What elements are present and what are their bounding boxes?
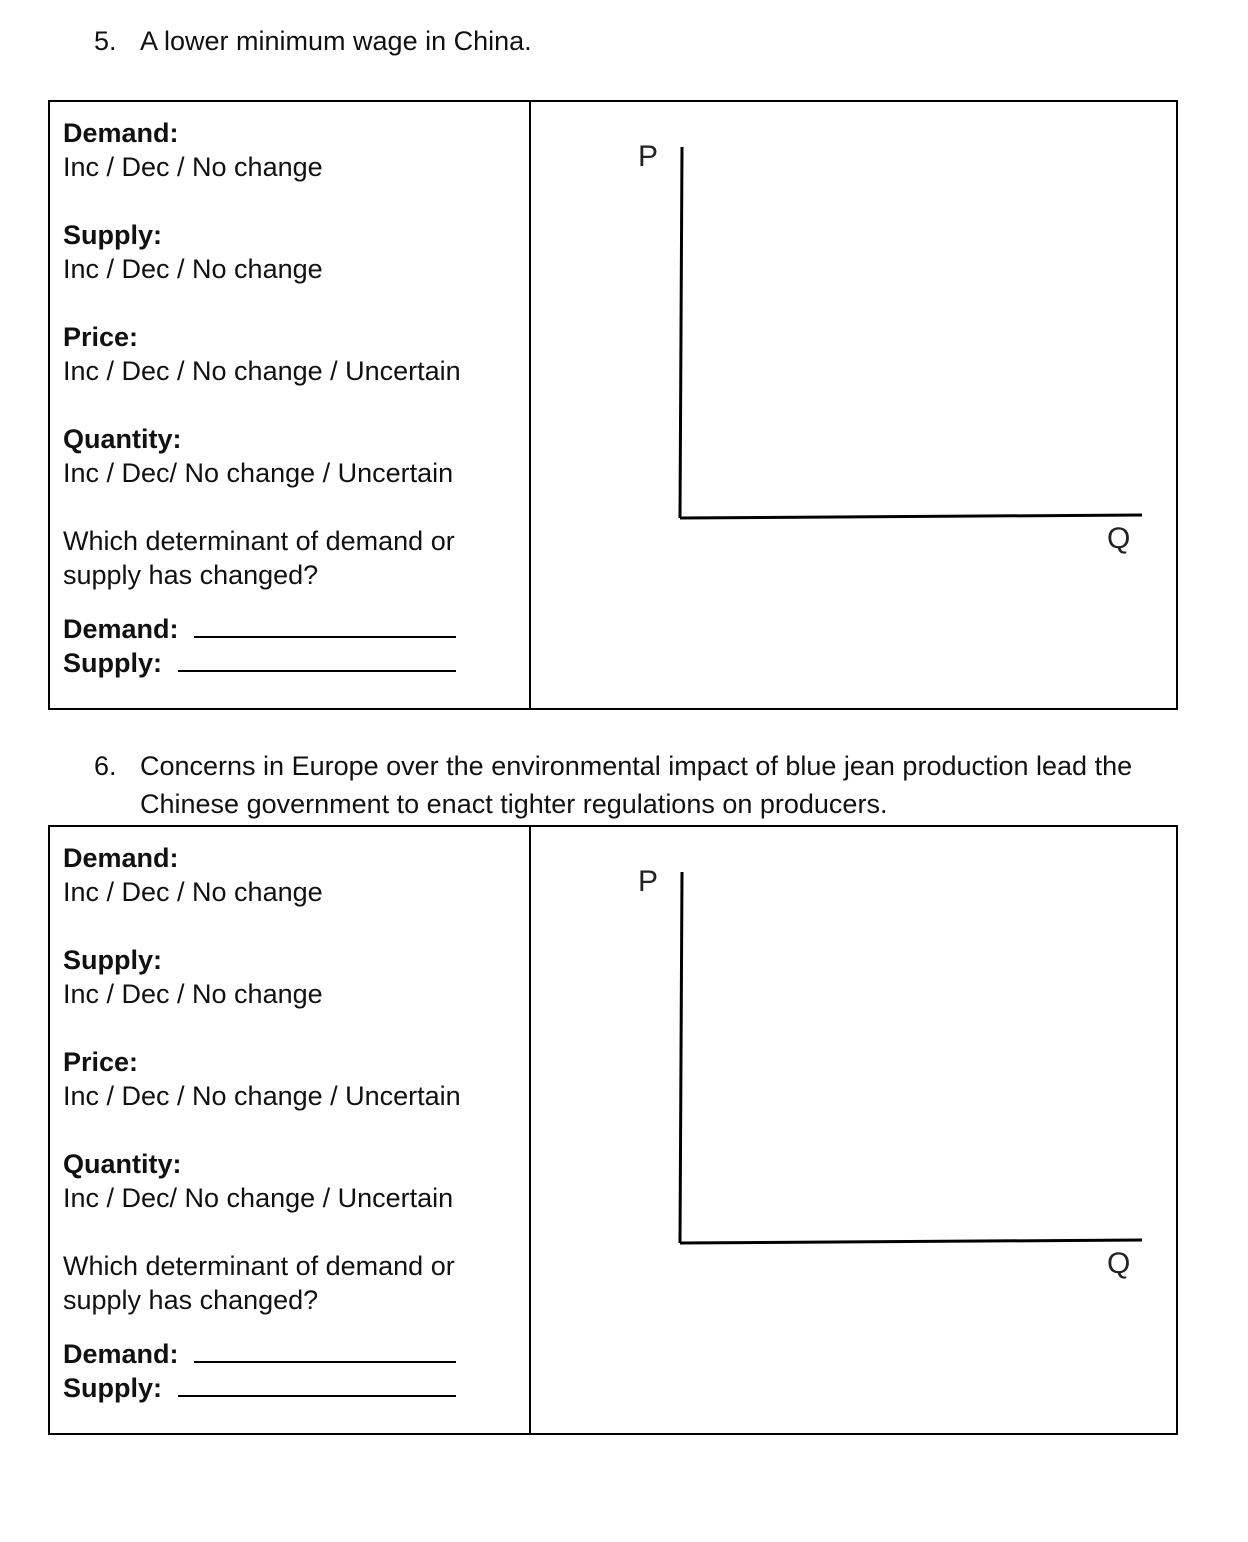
demand-blank-line[interactable] [194,1339,456,1363]
axes-diagram [531,827,1176,1433]
quantity-axis-label: Q [1107,1247,1131,1280]
graph-area[interactable] [531,827,1176,1433]
demand-blank-line[interactable] [194,614,456,638]
demand-blank-label: Demand: [63,614,179,644]
demand-options[interactable]: Inc / Dec / No change [63,152,323,182]
quantity-options[interactable]: Inc / Dec/ No change / Uncertain [63,458,454,488]
quantity-label: Quantity: [63,424,182,454]
graph-area[interactable] [531,102,1176,708]
quantity-axis-label: Q [1107,522,1131,555]
demand-blank-row [63,1337,523,1371]
quantity-axis [680,1240,1142,1243]
question-5-table [48,100,1178,710]
question-text: A lower minimum wage in China. [140,26,532,56]
demand-blank-row [63,612,523,646]
supply-blank-label: Supply: [63,1373,162,1403]
price-axis [680,872,682,1243]
question-text: Concerns in Europe over the environmental impact of blue jean production lead the Chinese government to enact tighter regulations on producers. [140,751,1133,819]
quantity-axis [680,515,1142,518]
price-item [63,320,523,422]
supply-item [63,218,523,320]
supply-blank-row [63,646,523,680]
demand-blank-label: Demand: [63,1339,179,1369]
question-number: 5. [94,26,117,56]
supply-blank-line[interactable] [178,648,456,672]
demand-label: Demand: [63,843,179,873]
demand-item [63,841,523,943]
demand-label: Demand: [63,118,179,148]
price-options[interactable]: Inc / Dec / No change / Uncertain [63,356,461,386]
price-label: Price: [63,1047,139,1077]
question-number: 6. [94,751,117,781]
demand-item [63,116,523,218]
price-item [63,1045,523,1147]
price-label: Price: [63,322,139,352]
quantity-options[interactable]: Inc / Dec/ No change / Uncertain [63,1183,454,1213]
price-options[interactable]: Inc / Dec / No change / Uncertain [63,1081,461,1111]
determinant-question: Which determinant of demand or supply has changed? [63,526,455,590]
supply-label: Supply: [63,945,162,975]
demand-options[interactable]: Inc / Dec / No change [63,877,323,907]
quantity-label: Quantity: [63,1149,182,1179]
determinant-question: Which determinant of demand or supply has changed? [63,1251,455,1315]
answer-column [63,841,523,1405]
supply-options[interactable]: Inc / Dec / No change [63,254,323,284]
supply-item [63,943,523,1045]
supply-blank-line[interactable] [178,1373,456,1397]
price-axis-label: P [638,865,659,898]
price-axis-label: P [638,140,659,173]
price-axis [680,147,682,518]
supply-blank-row [63,1371,523,1405]
quantity-item [63,1147,523,1249]
supply-blank-label: Supply: [63,648,162,678]
axes-diagram [531,102,1176,708]
supply-options[interactable]: Inc / Dec / No change [63,979,323,1009]
question-6-table [48,825,1178,1435]
answer-column [63,116,523,680]
quantity-item [63,422,523,524]
supply-label: Supply: [63,220,162,250]
